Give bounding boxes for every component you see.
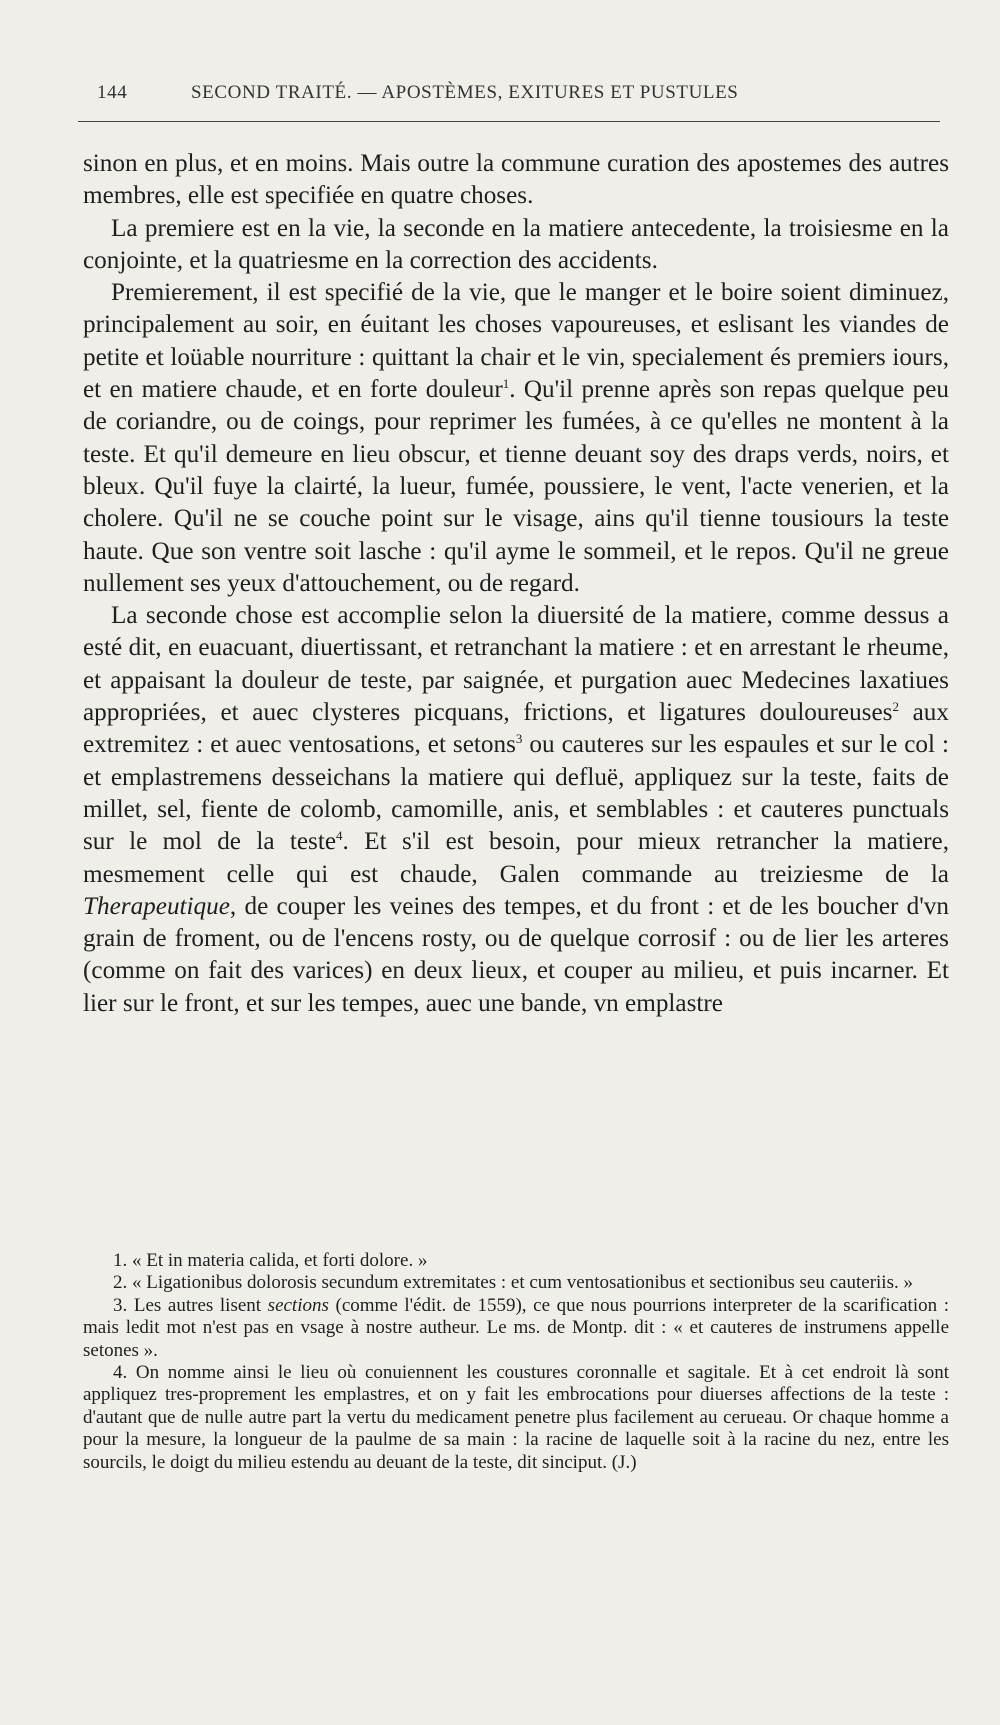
paragraph [83,148,949,213]
italic-term: sections [267,1294,329,1316]
footnote-ref: 3 [515,731,523,747]
paragraph-text: La seconde chose est accomplie selon la diuersité de la matiere, comme dessus a esté dit, en euacuant, diuertissant, et retranchant la matiere : et en arrestant le rheume, et appaisant la douleur de teste, par saignée, et purgation auec Medecines laxatiues appropriées, et auec clysteres picquans, frictions, et ligatures douloureuses [83,602,949,727]
running-title: SECOND TRAITÉ. — APOSTÈMES, EXITURES ET PUSTULES [191,82,739,103]
footnote: 4. On nomme ainsi le lieu où conuiennent les coustures coronnalle et sagitale. Et à cet endroit là sont appliquez tres-proprement les emplastres, et on y fait les embrocations pour diuerses affections de la teste : d'autant que de nulle autre part la vertu du medicament penetre plus facilement au cerueau. Or chaque homme a pour la mesure, la longueur de la paulme de sa main : la racine de laquelle soit à la racine du nez, entre les sourcils, le doigt du milieu estendu au deuant de la teste, dit sinciput. (J.) [83,1362,949,1473]
main-text [83,148,949,1020]
footnote [83,1295,949,1362]
footnote: 2. « Ligationibus dolorosis secundum extremitates : et cum ventosationibus et sectionibus seu cauteriis. » [113,1272,913,1294]
paragraph-text: , de couper les veines des tempes, et du front : et de les boucher d'vn grain de froment, ou de l'encens rosty, ou de quelque corrosif : ou de lier les arteres (comme on fait des varices) en deux lieux, et couper au milieu, et puis incarner. Et lier sur le front, et sur les tempes, auec une bande, vn emplastre [83,892,949,1017]
footnote-text: 3. Les autres lisent [113,1294,268,1316]
footnote: 1. « Et in materia calida, et forti dolore. » [113,1250,428,1271]
italic-title: Therapeutique [83,892,230,920]
footnote-ref: 4 [336,828,343,844]
page-number: 144 [97,82,128,103]
paragraph-text: . Qu'il prenne après son repas quelque peu de coriandre, ou de coings, pour reprimer les fumées, à ce qu'elles ne montent à la teste. Et qu'il demeure en lieu obscur, et tienne deuant soy des draps verds, noirs, et bleux. Qu'il fuye la clairté, la lueur, fumée, poussiere, le vent, l'acte venerien, et la cholere. Qu'il ne se couche point sur le visage, ains qu'il tienne tousiours la teste haute. Que son ventre soit lasche : qu'il ayme le sommeil, et le repos. Qu'il ne greue nullement ses yeux d'attouchement, ou de regard. [83,376,949,597]
footnote-ref: 2 [892,699,899,715]
header-rule [78,121,940,122]
footnote-text: (comme l'édit. de 1559), ce que nous pourrions interpreter de la scarification : mais ledit mot n'est pas en vsage à nostre autheur. Le ms. de Montp. dit : « et cauteres de instrumens appelle setones ». [83,1294,949,1361]
paragraph [83,600,949,1020]
paragraph-text: sinon en plus, et en moins. Mais outre la commune curation des apostemes des autres membres, elle est specifiée en quatre choses. [83,150,949,210]
paragraph-text: Premierement, il est specifié de la vie, que le manger et le boire soient diminuez, principalement au soir, en éuitant les choses vapoureuses, et eslisant les viandes de petite et loüable nourriture : quittant la chair et le vin, specialement és premiers iours, et en matiere chaude, et en forte douleur [83,279,949,404]
paragraph [83,213,949,278]
footnote-ref: 1 [502,376,510,392]
paragraph-text: La premiere est en la vie, la seconde en la matiere antecedente, la troisiesme en la conjointe, et la quatriesme en la correction des accidents. [83,214,949,274]
paragraph-text: aux extremitez : et auec ventosations, et setons [83,699,949,759]
paragraph [83,277,949,600]
paragraph-text: . Et s'il est besoin, pour mieux retrancher la matiere, mesmement celle qui est chaude, Galen commande au treiziesme de la [83,828,949,888]
paragraph-text: ou cauteres sur les espaules et sur le col : et emplastremens desseichans la matiere qui defluë, appliquez sur la teste, faits de millet, sel, fiente de colomb, camomille, anis, et semblables : et cauteres punctuals sur le mol de la teste [83,731,949,856]
footnotes [83,1250,949,1474]
